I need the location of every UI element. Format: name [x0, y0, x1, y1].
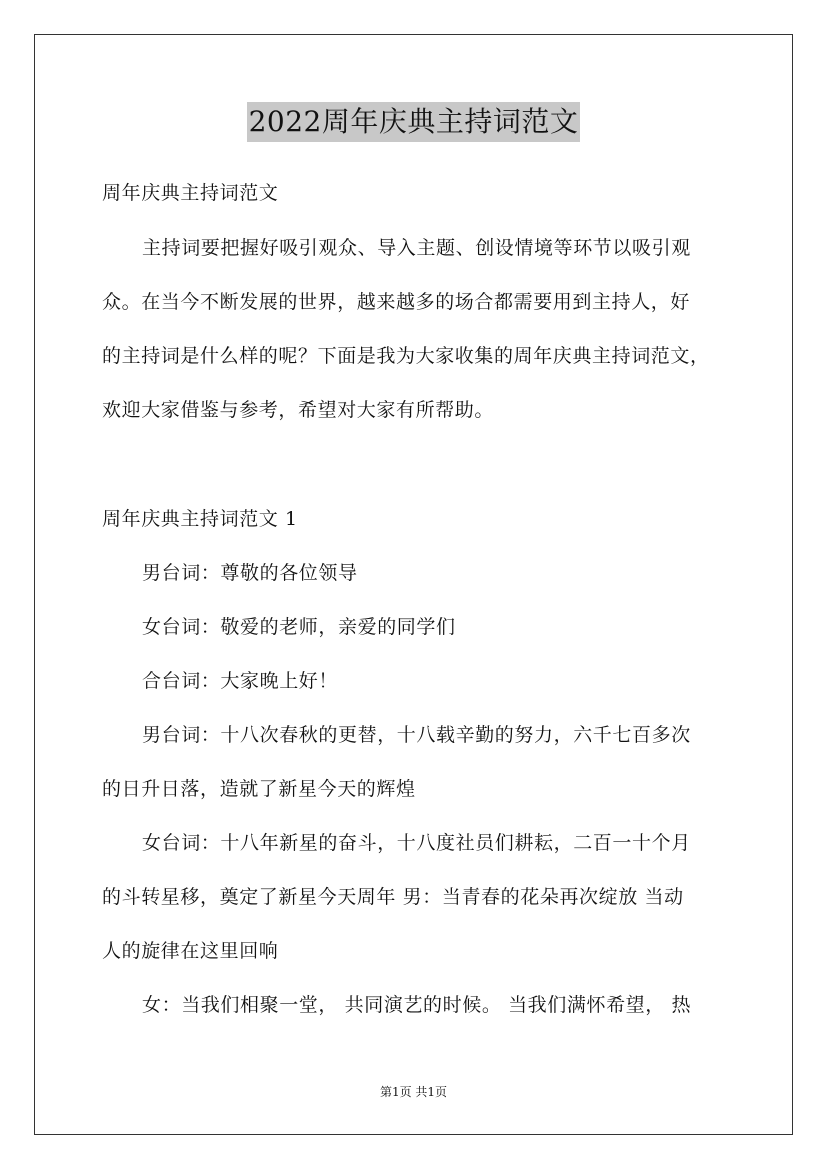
page-footer: 第1页 共1页: [379, 1085, 448, 1099]
script-line-5: 的日升日落，造就了新星今天的辉煌: [102, 778, 416, 800]
document-title: 2022周年庆典主持词范文: [247, 102, 581, 142]
intro-line-4: 欢迎大家借鉴与参考，希望对大家有所帮助。: [102, 399, 495, 421]
intro-line-2: 众。在当今不断发展的世界，越来越多的场合都需要用到主持人，好: [102, 291, 691, 313]
script-line-8: 人的旋律在这里回响: [102, 940, 279, 962]
script-line-7: 的斗转星移，奠定了新星今天周年 男：当青春的花朵再次绽放 当动: [102, 886, 684, 908]
subtitle: 周年庆典主持词范文: [102, 182, 279, 204]
script-line-3: 合台词：大家晚上好！: [142, 670, 339, 692]
script-line-1: 男台词：尊敬的各位领导: [142, 562, 358, 584]
script-line-6: 女台词：十八年新星的奋斗，十八度社员们耕耘，二百一十个月: [142, 832, 691, 854]
section-heading: 周年庆典主持词范文 1: [102, 508, 298, 530]
title-container: [0, 102, 827, 142]
intro-line-1: 主持词要把握好吸引观众、导入主题、创设情境等环节以吸引观: [142, 237, 691, 259]
script-line-9: 女：当我们相聚一堂， 共同演艺的时候。 当我们满怀希望， 热: [142, 994, 692, 1016]
intro-line-3: 的主持词是什么样的呢？下面是我为大家收集的周年庆典主持词范文，: [102, 345, 710, 367]
script-line-2: 女台词：敬爱的老师，亲爱的同学们: [142, 616, 456, 638]
script-line-4: 男台词：十八次春秋的更替，十八载辛勤的努力，六千七百多次: [142, 724, 691, 746]
